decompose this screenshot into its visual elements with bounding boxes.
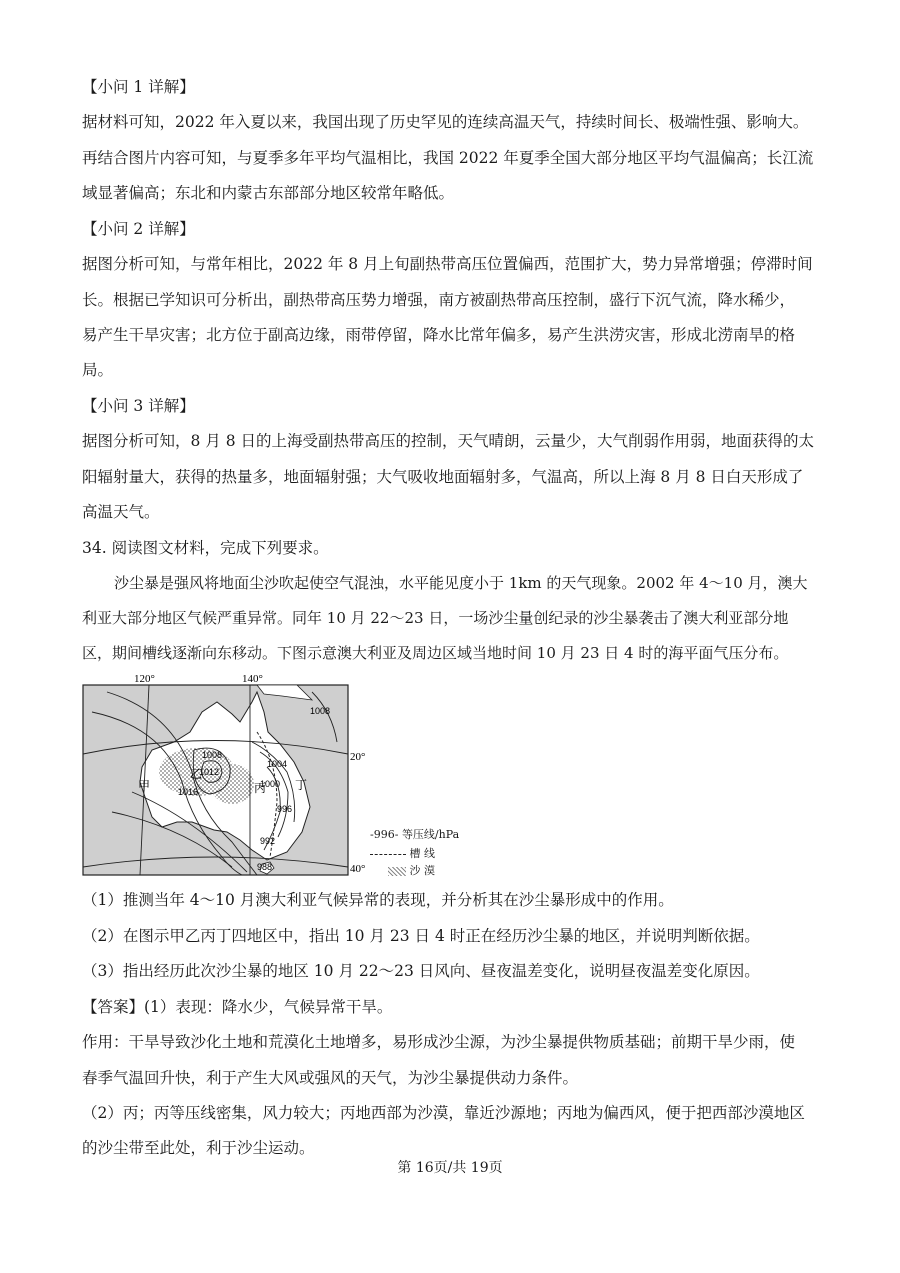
- page-footer: 第 16页/共 19页: [397, 1160, 503, 1176]
- isobar-label-1016: 1016: [178, 787, 199, 797]
- legend-isobar-text: 等压线/hPa: [401, 828, 460, 841]
- isobar-label-992: 992: [260, 836, 276, 846]
- question-1: （1）推测当年 4～10 月澳大利亚气候异常的表现，并分析其在沙尘暴形成中的作用。: [82, 891, 674, 909]
- lon-label-140: 140°: [242, 673, 263, 685]
- answer-line-2: 作用：干旱导致沙化土地和荒漠化土地增多，易形成沙尘源，为沙尘暴提供物质基础；前期干旱少雨，使: [82, 1033, 796, 1051]
- lat-label-20: 20°: [350, 751, 366, 763]
- q34-material-1: 沙尘暴是强风将地面尘沙吹起使空气混浊，水平能见度小于 1km 的天气现象。2002 年 4～10 月，澳大: [114, 574, 808, 592]
- q1-line-3: 域显著偏高；东北和内蒙古东部部分地区较常年略低。: [82, 184, 455, 202]
- isobar-label-988: 988: [257, 862, 273, 872]
- isobar-label-1000: 1000: [260, 779, 281, 789]
- legend-trough: [370, 845, 435, 861]
- q1-heading: 【小问 1 详解】: [82, 78, 195, 96]
- q3-line-1: 据图分析可知，8 月 8 日的上海受副热带高压的控制，天气晴朗，云量少，大气削弱作用弱，地面获得的太: [82, 432, 815, 450]
- q34-material-3: 区，期间槽线逐渐向东移动。下图示意澳大利亚及周边区域当地时间 10 月 23 日 4 时的海平面气压分布。: [82, 644, 789, 662]
- isobar-label-1004: 1004: [267, 759, 288, 769]
- isobar-label-1012: 1012: [199, 767, 220, 777]
- answer-line-4: （2）丙；丙等压线密集，风力较大；丙地西部为沙漠，靠近沙源地；丙地为偏西风，便于把西部沙漠地区: [82, 1104, 805, 1122]
- legend-isobar-sample: -996-: [370, 828, 399, 841]
- q2-line-1: 据图分析可知，与常年相比，2022 年 8 月上旬副热带高压位置偏西，范围扩大，势力异常增强；停滞时间: [82, 255, 813, 273]
- isobar-label-1008-ne: 1008: [310, 706, 331, 716]
- question-3: （3）指出经历此次沙尘暴的地区 10 月 22～23 日风向、昼夜温差变化，说明昼夜温差变化原因。: [82, 962, 760, 980]
- q3-heading: 【小问 3 详解】: [82, 397, 195, 415]
- legend-desert-text: 沙 漠: [409, 864, 435, 877]
- place-bing: 丙: [254, 781, 267, 795]
- isobar-label-996: 996: [277, 804, 293, 814]
- q34-title: 34. 阅读图文材料，完成下列要求。: [82, 539, 329, 557]
- answer-line-5: 的沙尘带至此处，利于沙尘运动。: [82, 1139, 315, 1157]
- map-svg: [82, 672, 522, 877]
- answer-line-3: 春季气温回升快，利于产生大风或强风的天气，为沙尘暴提供动力条件。: [82, 1069, 579, 1087]
- q34-material-2: 利亚大部分地区气候严重异常。同年 10 月 22～23 日，一场沙尘量创纪录的沙尘暴袭击了澳大利亚部分地: [82, 609, 789, 627]
- legend-desert-swatch: [388, 867, 406, 876]
- q1-line-1: 据材料可知，2022 年入夏以来，我国出现了历史罕见的连续高温天气，持续时间长、极端性强、影响大。: [82, 113, 809, 131]
- place-ding: 丁: [295, 778, 308, 792]
- australia-pressure-map: [82, 672, 522, 877]
- q1-line-2: 再结合图片内容可知，与夏季多年平均气温相比，我国 2022 年夏季全国大部分地区平均气温偏高；长江流: [82, 149, 814, 167]
- legend-desert: [370, 862, 435, 878]
- q3-line-3: 高温天气。: [82, 503, 160, 521]
- question-2: （2）在图示甲乙丙丁四地区中，指出 10 月 23 日 4 时正在经历沙尘暴的地区，并说明判断依据。: [82, 927, 760, 945]
- q2-line-2: 长。根据已学知识可分析出，副热带高压势力增强，南方被副热带高压控制，盛行下沉气流，降水稀少，: [82, 291, 796, 309]
- q2-line-3: 易产生干旱灾害；北方位于副高边缘，雨带停留，降水比常年偏多，易产生洪涝灾害，形成北涝南旱的格: [82, 326, 796, 344]
- legend-trough-swatch: [370, 854, 406, 855]
- place-jia: 甲: [138, 779, 151, 793]
- q2-line-4: 局。: [82, 361, 114, 379]
- lat-label-40: 40°: [350, 863, 366, 875]
- place-yi: 乙: [190, 767, 203, 781]
- lon-label-120: 120°: [134, 673, 155, 685]
- isobar-label-1008: 1008: [202, 750, 223, 760]
- legend-isobar: [370, 826, 459, 842]
- q3-line-2: 阳辐射量大，获得的热量多，地面辐射强；大气吸收地面辐射多，气温高，所以上海 8 月 8 日白天形成了: [82, 468, 804, 486]
- legend-trough-text: 槽 线: [409, 847, 435, 860]
- q2-heading: 【小问 2 详解】: [82, 220, 195, 238]
- answer-line-1: 【答案】(1）表现：降水少，气候异常干旱。: [82, 998, 393, 1016]
